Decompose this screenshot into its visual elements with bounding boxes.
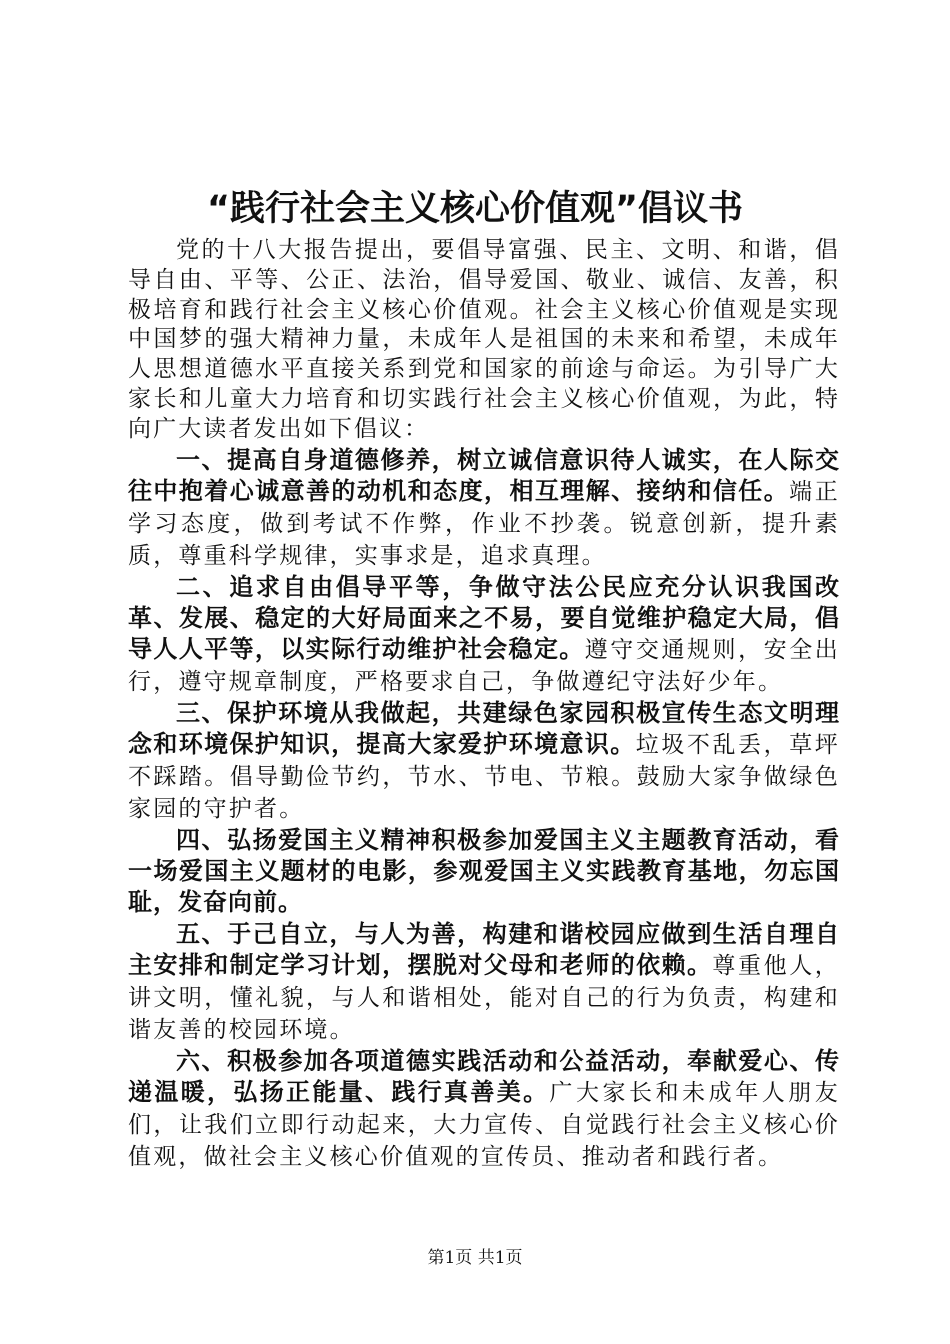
proposal-item-5-text: 尊重他人，讲文明，懂礼貌，与人和谐相处，能对自己的行为负责，构建和谐友善的校园环境。: [128, 952, 841, 1043]
proposal-item-2-lead: 二、追求自由倡导平等，争做守法公民应充分认识我国改革、发展、稳定的大好局面来之不易，要自觉维护稳定大局，倡导人人平等，以实际行动维护社会稳定。: [128, 572, 840, 663]
proposal-item-2: [128, 572, 840, 698]
proposal-item-5: [128, 919, 840, 1046]
proposal-item-6: [128, 1046, 840, 1173]
page-footer: 第1页 共1页: [427, 1248, 523, 1268]
proposal-item-1-text: 端正学习态度，做到考试不作弊，作业不抄袭。锐意创新，提升素质，尊重科学规律，实事求是，追求真理。: [128, 478, 841, 569]
document-title: “践行社会主义核心价值观”倡议书: [206, 189, 743, 229]
proposal-item-4-lead: 四、弘扬爱国主义精神积极参加爱国主义主题教育活动，看一场爱国主义题材的电影，参观爱国主义实践教育基地，勿忘国耻，发奋向前。: [128, 825, 840, 916]
proposal-item-1-lead: 一、提高自身道德修养，树立诚信意识待人诚实，在人际交往中抱着心诚意善的动机和态度，相互理解、接纳和信任。: [128, 445, 840, 505]
proposal-item-4: [128, 825, 840, 919]
proposal-item-6-lead: 六、积极参加各项道德实践活动和公益活动，奉献爱心、传递温暖，弘扬正能量、践行真善美。: [128, 1046, 840, 1106]
proposal-item-3-text: 垃圾不乱丢，草坪不踩踏。倡导勤俭节约，节水、节电、节粮。鼓励大家争做绿色家园的守护者。: [128, 731, 840, 822]
proposal-item-2-text: 遵守交通规则，安全出行，遵守规章制度，严格要求自己，争做遵纪守法好少年。: [128, 636, 841, 695]
proposal-item-3-lead: 三、保护环境从我做起，共建绿色家园积极宣传生态文明理念和环境保护知识，提高大家爱护环境意识。: [128, 698, 840, 758]
intro-paragraph: 党的十八大报告提出，要倡导富强、民主、文明、和谐，倡导自由、平等、公正、法治，倡导爱国、敬业、诚信、友善，积极培育和践行社会主义核心价值观。社会主义核心价值观是实现中国梦的强大精神力量，未成年人是祖国的未来和希望，未成年人思想道德水平直接关系到党和国家的前途与命运。为引导广大家长和儿童大力培育和切实践行社会主义核心价值观，为此，特向广大读者发出如下倡议：: [128, 237, 840, 442]
proposal-item-5-lead: 五、于己自立，与人为善，构建和谐校园应做到生活自理自主安排和制定学习计划，摆脱对父母和老师的依赖。: [128, 919, 840, 979]
proposal-item-1: [128, 445, 840, 572]
proposal-item-3: [128, 698, 840, 825]
proposal-item-6-text: 广大家长和未成年人朋友们，让我们立即行动起来，大力宣传、自觉践行社会主义核心价值观，做社会主义核心价值观的宣传员、推动者和践行者。: [128, 1079, 841, 1170]
document-body: [128, 236, 840, 1173]
